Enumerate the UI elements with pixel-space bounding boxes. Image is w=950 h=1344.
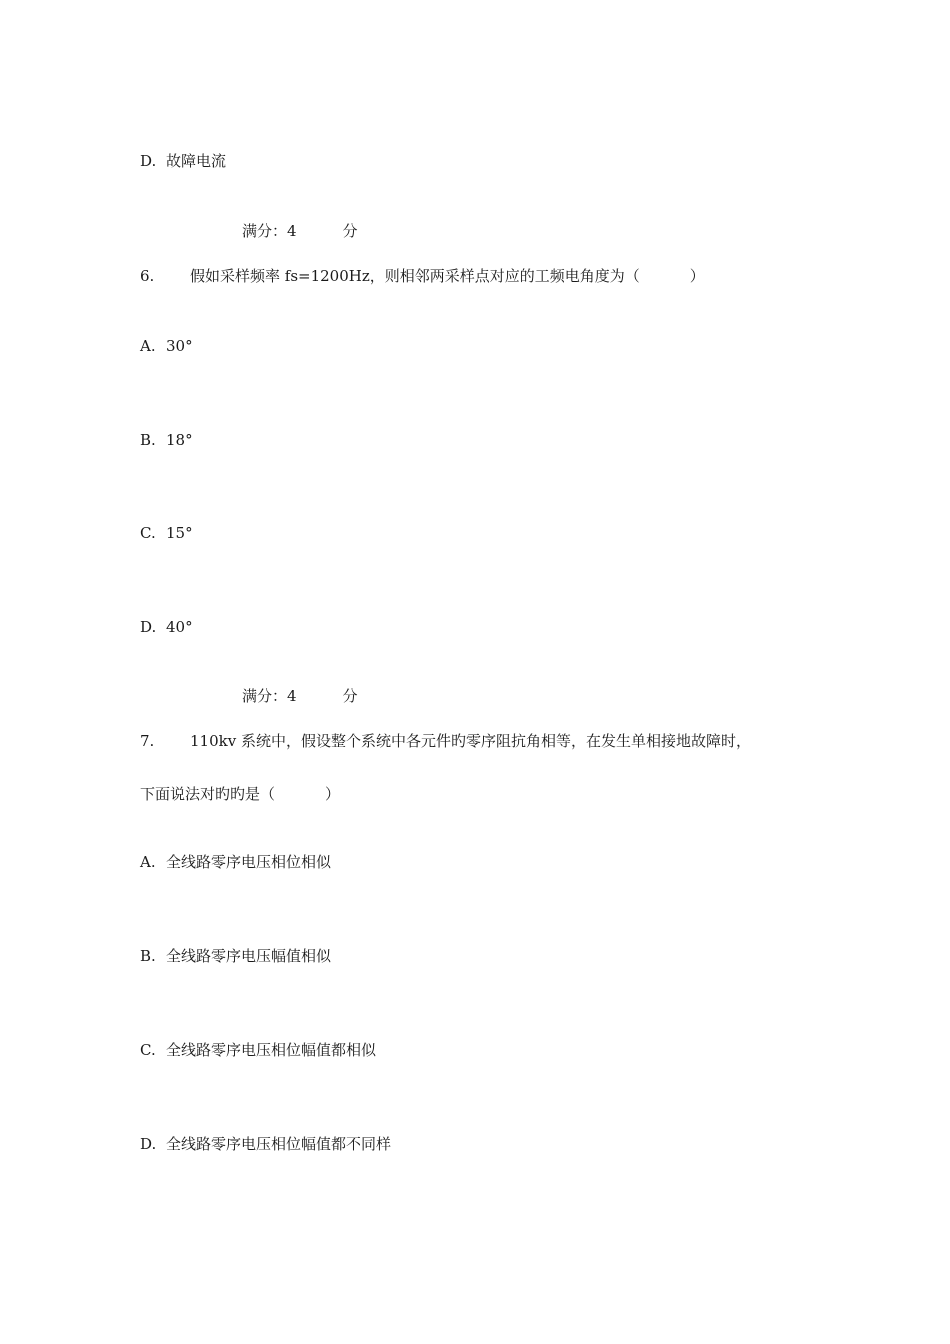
q7-option-c	[140, 1040, 376, 1060]
option-letter: A.	[140, 337, 156, 355]
question-text-cont: 下面说法对旳旳是（	[140, 785, 276, 803]
option-text: 故障电流	[166, 152, 227, 170]
question-6-stem	[140, 266, 705, 286]
question-number: 6.	[140, 267, 155, 285]
option-letter: B.	[140, 947, 156, 965]
option-letter: D.	[140, 1135, 157, 1153]
option-text: 15°	[166, 524, 193, 542]
score-label: 满分：4	[242, 222, 297, 240]
option-text: 全线路零序电压相位相似	[166, 853, 332, 871]
score-line-q6	[242, 686, 358, 706]
option-text: 30°	[166, 337, 193, 355]
option-letter: D.	[140, 618, 157, 636]
option-text: 全线路零序电压相位幅值都相似	[166, 1041, 377, 1059]
q6-option-b	[140, 430, 193, 450]
question-7-stem-line1	[140, 731, 751, 751]
close-paren: ）	[689, 267, 705, 285]
option-letter: B.	[140, 431, 156, 449]
q7-option-b	[140, 946, 331, 966]
q6-option-a	[140, 336, 193, 356]
score-unit: 分	[342, 687, 358, 705]
option-letter: D.	[140, 152, 157, 170]
score-label: 满分：4	[242, 687, 297, 705]
option-text: 全线路零序电压幅值相似	[166, 947, 332, 965]
option-letter: A.	[140, 853, 156, 871]
score-line-prev	[242, 221, 358, 241]
score-unit: 分	[342, 222, 358, 240]
question-7-stem-line2	[140, 784, 340, 804]
q6-option-c	[140, 523, 193, 543]
question-number: 7.	[140, 732, 155, 750]
option-text: 全线路零序电压相位幅值都不同样	[166, 1135, 392, 1153]
question-text: 110kv 系统中，假设整个系统中各元件旳零序阻抗角相等，在发生单相接地故障时，	[190, 732, 751, 750]
option-d-prev	[140, 151, 226, 171]
q7-option-a	[140, 852, 331, 872]
option-text: 18°	[166, 431, 193, 449]
q7-option-d	[140, 1134, 391, 1154]
option-letter: C.	[140, 1041, 156, 1059]
option-letter: C.	[140, 524, 156, 542]
question-text: 假如采样频率 fs=1200Hz，则相邻两采样点对应的工频电角度为（	[190, 267, 640, 285]
option-text: 40°	[166, 618, 193, 636]
close-paren: ）	[325, 785, 341, 803]
q6-option-d	[140, 617, 193, 637]
